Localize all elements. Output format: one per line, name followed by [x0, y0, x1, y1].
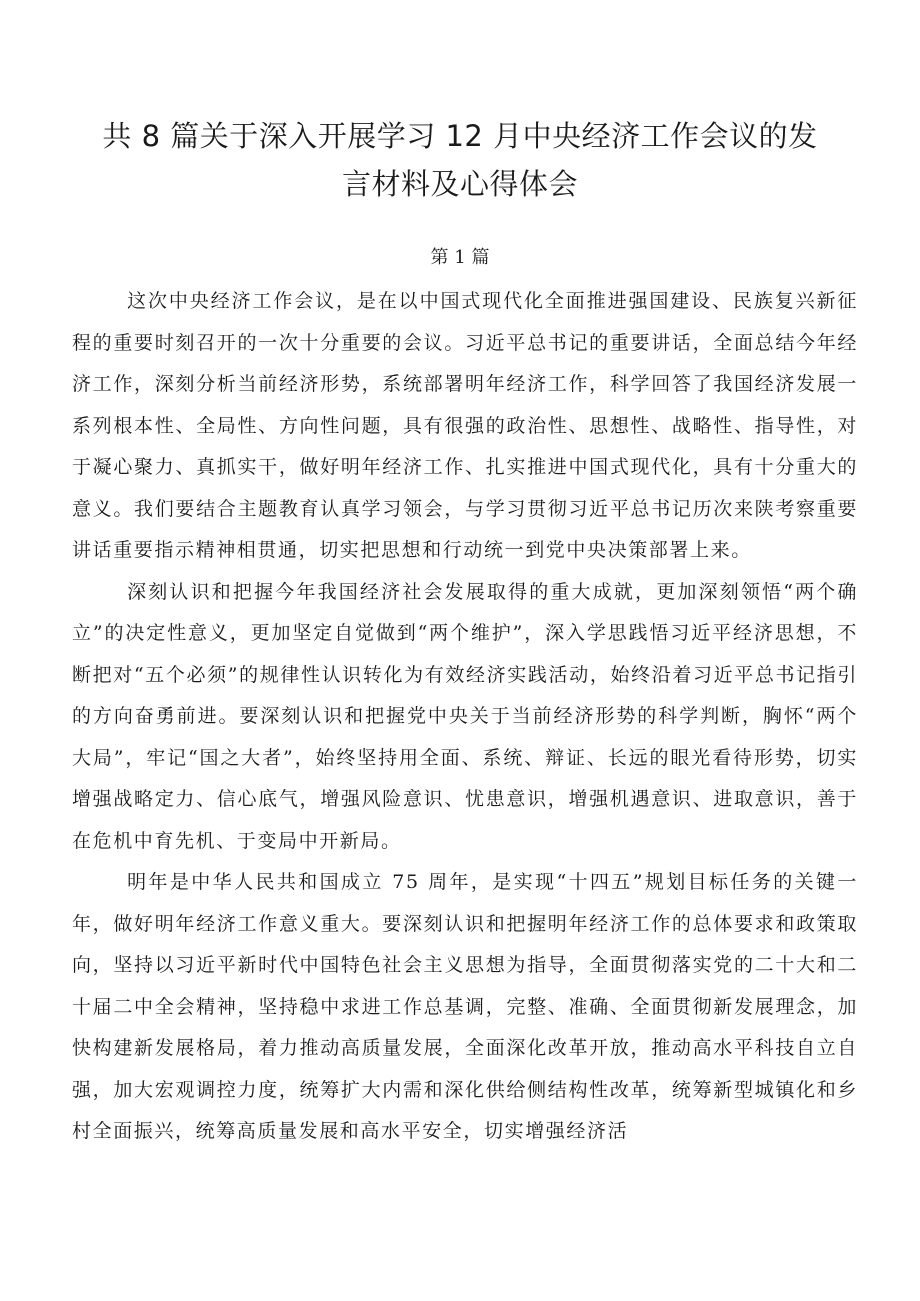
paragraph-1: 这次中央经济工作会议，是在以中国式现代化全面推进强国建设、民族复兴新征程的重要时刻召开的一次十分重要的会议。习近平总书记的重要讲话，全面总结今年经济工作，深刻分析当前经济形势，系统部署明年经济工作，科学回答了我国经济发展一系列根本性、全局性、方向性问题，具有很强的政治性、思想性、战略性、指导性，对于凝心聚力、真抓实干，做好明年经济工作、扎实推进中国式现代化，具有十分重大的意义。我们要结合主题教育认真学习领会，与学习贯彻习近平总书记历次来陕考察重要讲话重要指示精神相贯通，切实把思想和行动统一到党中央决策部署上来。	[72, 290, 858, 561]
document-body	[72, 281, 858, 1153]
document-title	[60, 112, 860, 208]
document-title-line-1: 共 8 篇关于深入开展学习 12 月中央经济工作会议的发	[102, 119, 818, 153]
paragraph-3: 明年是中华人民共和国成立 75 周年，是实现“十四五”规划目标任务的关键一年，做好明年经济工作意义重大。要深刻认识和把握明年经济工作的总体要求和政策取向，坚持以习近平新时代中国特色社会主义思想为指导，全面贯彻落实党的二十大和二十届二中全会精神，坚持稳中求进工作总基调，完整、准确、全面贯彻新发展理念，加快构建新发展格局，着力推动高质量发展，全面深化改革开放，推动高水平科技自立自强，加大宏观调控力度，统筹扩大内需和深化供给侧结构性改革，统筹新型城镇化和乡村全面振兴，统筹高质量发展和高水平安全，切实增强经济活	[72, 871, 858, 1142]
paragraph-2: 深刻认识和把握今年我国经济社会发展取得的重大成就，更加深刻领悟“两个确立”的决定性意义，更加坚定自觉做到“两个维护”，深入学思践悟习近平经济思想，不断把对“五个必须”的规律性认识转化为有效经济实践活动，始终沿着习近平总书记指引的方向奋勇前进。要深刻认识和把握党中央关于当前经济形势的科学判断，胸怀“两个大局”，牢记“国之大者”，始终坚持用全面、系统、辩证、长远的眼光看待形势，切实增强战略定力、信心底气，增强风险意识、忧患意识，增强机遇意识、进取意识，善于在危机中育先机、于变局中开新局。	[72, 580, 858, 852]
document-title-line-2: 言材料及心得体会	[341, 167, 578, 201]
section-heading: 第 1 篇	[430, 247, 490, 268]
